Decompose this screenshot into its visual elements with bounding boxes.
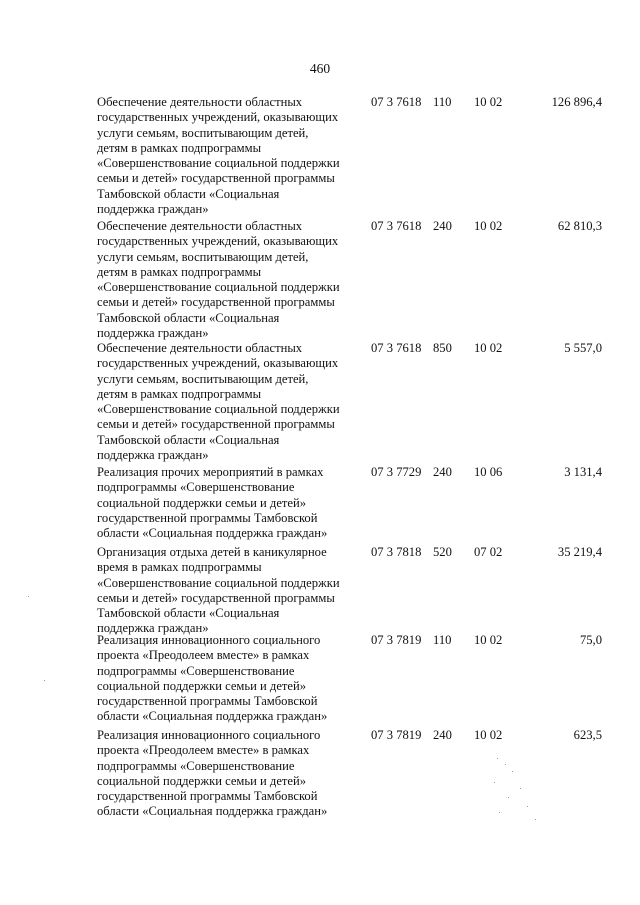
row-description: Обеспечение деятельности областных государственных учреждений, оказывающих услуги семьям, воспитывающим детей, детям в рамках подпрограммы «Совершенствование социальной поддержки семьи и детей» государственной программы Тамбовской области «Социальная поддержка граждан»	[97, 95, 340, 217]
row-amount: 62 810,3	[557, 219, 602, 233]
row-description: Обеспечение деятельности областных государственных учреждений, оказывающих услуги семьям, воспитывающим детей, детям в рамках подпрограммы «Совершенствование социальной поддержки семьи и детей» государственной программы Тамбовской области «Социальная поддержка граждан»	[97, 341, 340, 463]
row-section-subsection: 10 06	[474, 465, 503, 479]
row-target-article: 07 3 7618	[371, 341, 422, 355]
row-amount: 126 896,4	[551, 95, 602, 109]
row-description: Реализация прочих мероприятий в рамках подпрограммы «Совершенствование социальной поддержки семьи и детей» государственной программы Тамбовской области «Социальная поддержка граждан»	[97, 465, 328, 541]
row-expense-type: 240	[433, 465, 452, 479]
row-target-article: 07 3 7729	[371, 465, 422, 479]
row-expense-type: 240	[433, 219, 452, 233]
row-description: Организация отдыха детей в каникулярное время в рамках подпрограммы «Совершенствование социальной поддержки семьи и детей» государственной программы Тамбовской области «Социальная поддержка граждан»	[97, 545, 340, 636]
row-expense-type: 110	[433, 95, 452, 109]
row-target-article: 07 3 7819	[371, 633, 422, 647]
row-description: Обеспечение деятельности областных государственных учреждений, оказывающих услуги семьям, воспитывающим детей, детям в рамках подпрограммы «Совершенствование социальной поддержки семьи и детей» государственной программы Тамбовской области «Социальная поддержка граждан»	[97, 219, 340, 341]
row-target-article: 07 3 7819	[371, 728, 422, 742]
row-expense-type: 240	[433, 728, 452, 742]
row-amount: 623,5	[573, 728, 602, 742]
row-expense-type: 520	[433, 545, 452, 559]
row-target-article: 07 3 7618	[371, 95, 422, 109]
row-amount: 35 219,4	[557, 545, 602, 559]
row-section-subsection: 10 02	[474, 633, 503, 647]
row-amount: 5 557,0	[564, 341, 602, 355]
row-description: Реализация инновационного социального проекта «Преодолеем вместе» в рамках подпрограммы «Совершенствование социальной поддержки семьи и детей» государственной программы Тамбовской области «Социальная поддержка граждан»	[97, 633, 328, 724]
row-section-subsection: 10 02	[474, 728, 503, 742]
row-section-subsection: 07 02	[474, 545, 503, 559]
row-amount: 75,0	[579, 633, 602, 647]
row-target-article: 07 3 7818	[371, 545, 422, 559]
row-section-subsection: 10 02	[474, 219, 503, 233]
page-number: 460	[309, 61, 331, 76]
row-section-subsection: 10 02	[474, 341, 503, 355]
row-expense-type: 110	[433, 633, 452, 647]
row-expense-type: 850	[433, 341, 452, 355]
row-amount: 3 131,4	[564, 465, 602, 479]
row-section-subsection: 10 02	[474, 95, 503, 109]
row-target-article: 07 3 7618	[371, 219, 422, 233]
row-description: Реализация инновационного социального проекта «Преодолеем вместе» в рамках подпрограммы «Совершенствование социальной поддержки семьи и детей» государственной программы Тамбовской области «Социальная поддержка граждан»	[97, 728, 328, 819]
